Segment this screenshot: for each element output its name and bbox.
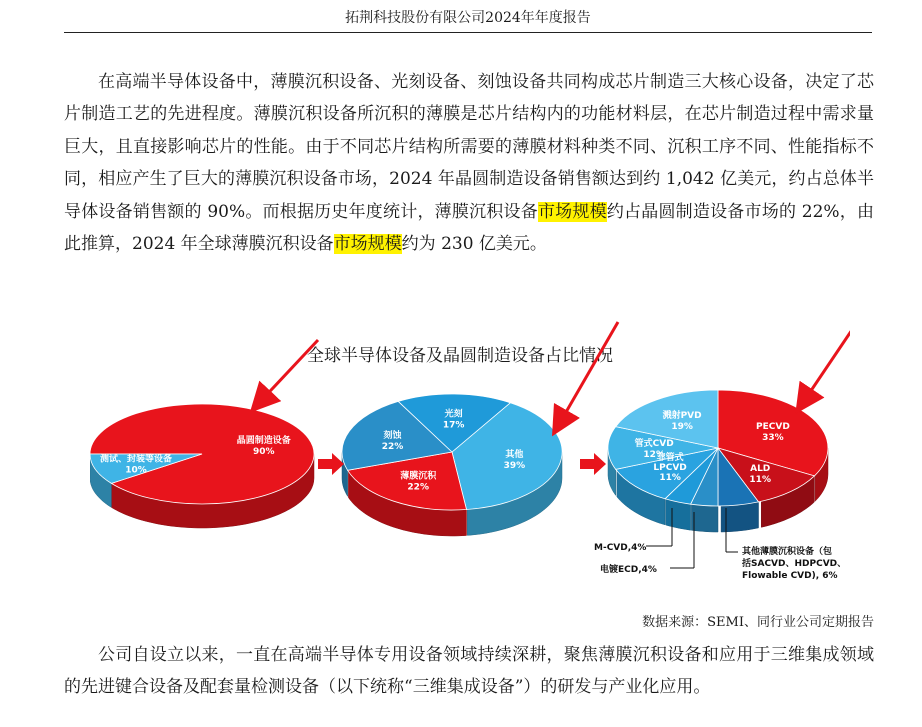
pie-side-wall (721, 502, 758, 532)
flow-arrow-icon (318, 453, 344, 475)
pie-side-wall (691, 504, 718, 532)
pointer-arrow-icon (558, 322, 618, 426)
paragraph-text-3: 约为 230 亿美元。 (401, 234, 547, 255)
data-source: 数据来源：SEMI、同行业公司定期报告 (642, 615, 874, 630)
slice-label: 薄膜沉积 22% (400, 471, 437, 493)
slice-label: PECVD 33% (756, 421, 790, 443)
other-deposition-label: 其他薄膜沉积设备（包 (742, 547, 833, 557)
pointer-arrow-icon (802, 318, 850, 404)
flow-arrow-icon (580, 453, 606, 475)
pie-chart-figure (90, 318, 850, 598)
figure-title: 全球半导体设备及晶圆制造设备占比情况 (307, 346, 613, 366)
ecd-label: 电镀ECD,4% (600, 565, 657, 575)
paragraph-text-2: 约占晶圆制造设备市场的 22%，由此推算，2024 年全球薄膜沉积设备 (64, 201, 874, 255)
slice-label: 晶圆制造设备 90% (236, 436, 291, 457)
highlight-market-size-2: 市场规模 (333, 234, 402, 255)
other-deposition-label: Flowable CVD), 6% (742, 571, 838, 581)
mcvd-label: M-CVD,4% (594, 543, 647, 553)
slice-label: ALD 11% (749, 464, 771, 486)
company-paragraph: 公司自设立以来，一直在高端半导体专用设备领域持续深耕，聚焦薄膜沉积设备和应用于三维集成领域的先进键合设备及配套量检测设备（以下统称“三维集成设备”）的研发与产业化应用。 (64, 645, 874, 698)
slice-label: 测试、封装等设备 10% (99, 454, 173, 476)
paragraph-text-1: 在高端半导体设备中，薄膜沉积设备、光刻设备、刻蚀设备共同构成芯片制造三大核心设备，决定了芯片制造工艺的先进程度。薄膜沉积设备所沉积的薄膜是芯片结构内的功能材料层，在芯片制造过程中需求量巨大，且直接影响芯片的性能。由于不同芯片结构所需要的薄膜材料种类不同、沉积工序不同、性能指标不同，相应产生了巨大的薄膜沉积设备市场，2024 年晶圆制造设备销售额达到约 1,042 亿美元，约占总体半导体设备销售额的 90%。而根据历史年度统计，薄膜沉积设备 (64, 72, 874, 222)
page-header: 拓荆科技股份有限公司2024年年度报告 (64, 6, 872, 33)
slice-label: 非管式 LPCVD 11% (653, 453, 687, 484)
intro-paragraph (64, 66, 874, 260)
slice-label: 其他 39% (503, 450, 526, 472)
pointer-arrow-icon (258, 340, 318, 404)
highlight-market-size-1: 市场规模 (537, 201, 607, 222)
slice-label: 溅射PVD 19% (662, 411, 702, 433)
other-deposition-label: 括SACVD、HDPCVD、 (742, 559, 847, 569)
slice-label: 管式CVD 12% (634, 439, 674, 460)
slice-label: 刻蚀 22% (381, 430, 404, 452)
slice-label: 光刻 17% (442, 409, 465, 431)
